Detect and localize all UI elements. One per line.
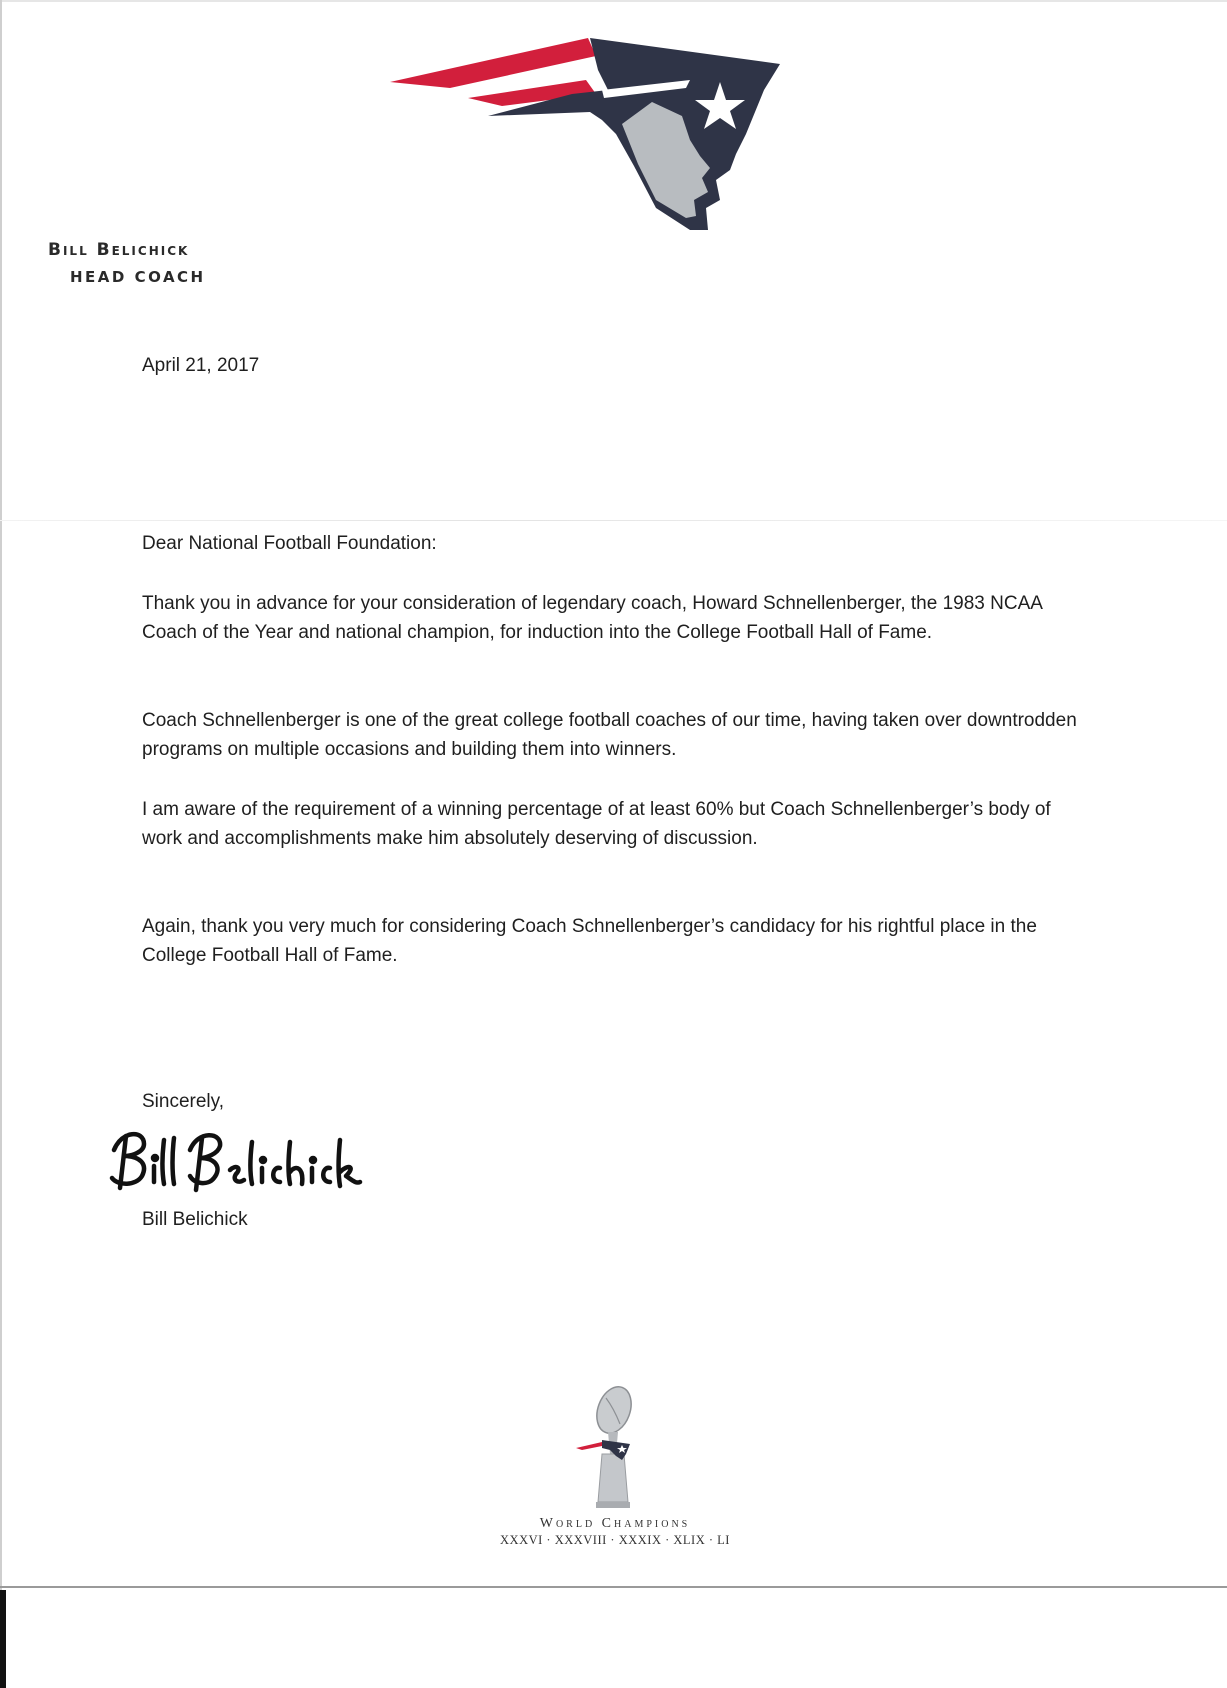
letterhead-name: Bill Belichick <box>48 240 190 260</box>
letter-salutation: Dear National Football Foundation: <box>142 533 437 554</box>
letter-signed-name: Bill Belichick <box>142 1209 248 1230</box>
signature-image <box>104 1120 364 1200</box>
world-champions-label: World Champions <box>539 1516 691 1531</box>
scan-corner-shadow <box>0 1590 6 1688</box>
super-bowl-titles: XXXVI · XXXVIII · XXXIX · XLIX · LI <box>500 1533 730 1547</box>
scan-left-edge <box>0 0 2 1688</box>
letter-closing: Sincerely, <box>142 1091 225 1112</box>
lombardi-trophy-icon <box>572 1384 652 1514</box>
letter-paragraph: Thank you in advance for your consideration of legendary coach, Howard Schnellenberger, the 1983 NCAA Coach of the Year and national champion, for induction into the College Football Hall of Fame. <box>142 593 1042 643</box>
letter-date: April 21, 2017 <box>142 355 260 376</box>
letterhead-title: HEAD COACH <box>70 268 206 286</box>
patriots-logo-icon <box>390 30 820 235</box>
letter-paragraph: Again, thank you very much for considering Coach Schnellenberger’s candidacy for his rightful place in the College Football Hall of Fame. <box>142 916 1037 966</box>
letter-paragraph: I am aware of the requirement of a winning percentage of at least 60% but Coach Schnellenberger’s body of work and accomplishments make him absolutely deserving of discussion. <box>142 799 1051 849</box>
scan-top-edge <box>0 0 1227 2</box>
fold-line-top <box>0 520 1227 521</box>
page-bottom-edge <box>0 1586 1227 1588</box>
letter-paragraph: Coach Schnellenberger is one of the great college football coaches of our time, having taken over downtrodden programs on multiple occasions and building them into winners. <box>142 710 1077 760</box>
